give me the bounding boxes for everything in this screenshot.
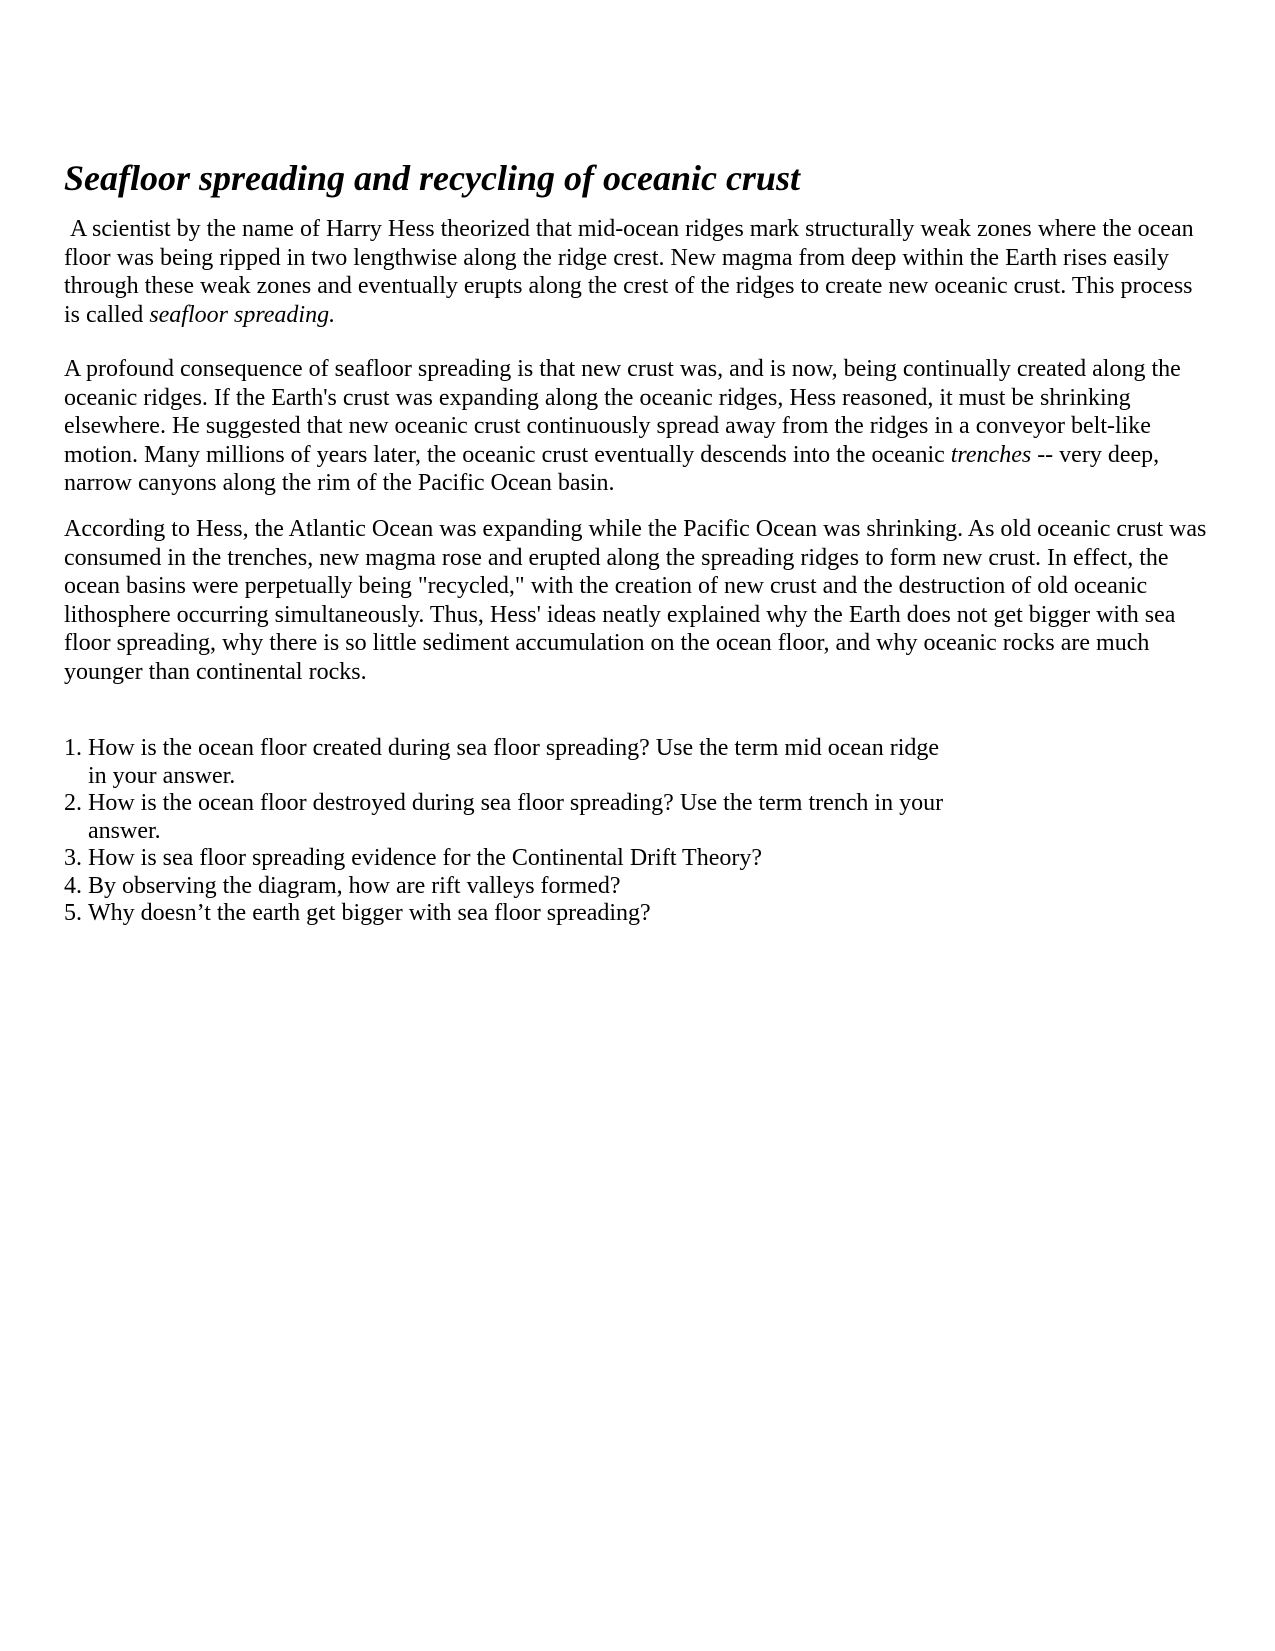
question-number: 2. — [64, 790, 82, 816]
question-text: By observing the diagram, how are rift valleys formed? — [88, 872, 621, 899]
document-title: Seafloor spreading and recycling of oceanic crust — [64, 158, 800, 198]
question-item — [64, 873, 944, 901]
question-number: 4. — [64, 872, 82, 899]
emphasis-trenches: trenches — [950, 441, 1032, 468]
question-number: 5. — [64, 900, 82, 926]
question-text: How is the ocean floor destroyed during sea floor spreading? Use the term trench in your answer. — [88, 790, 944, 844]
paragraph-profound-consequence — [64, 355, 1214, 498]
question-item — [64, 790, 944, 845]
question-number: 3. — [64, 845, 82, 871]
paragraph-text: A scientist by the name of Harry Hess theorized that mid-ocean ridges mark structurally weak zones where the ocean floor was being ripped in two lengthwise along the ridge crest. New magma from deep within the Earth rises easily through these weak zones and eventually erupts along the crest of the ridges to create new oceanic crust. This process is called — [64, 216, 1200, 328]
emphasis-seafloor-spreading: seafloor spreading. — [149, 301, 336, 328]
question-text: Why doesn’t the earth get bigger with sea floor spreading? — [88, 900, 651, 926]
paragraph-text-after: -- very deep, narrow canyons along the rim of the Pacific Ocean basin. — [64, 441, 1166, 496]
paragraph-harry-hess — [64, 215, 1214, 329]
question-number: 1. — [64, 735, 82, 761]
question-item — [64, 900, 944, 928]
question-list — [64, 735, 944, 928]
paragraph-text-before: A profound consequence of seafloor spreading is that new crust was, and is now, being continually created along the oceanic ridges. If the Earth's crust was expanding along the oceanic ridges, Hess reasoned, it must be shrinking elsewhere. He suggested that new oceanic crust continuously spread away from the ridges in a conveyor belt-like motion. Many millions of years later, the oceanic crust eventually descends into the oceanic — [64, 356, 1187, 468]
question-text: How is sea floor spreading evidence for the Continental Drift Theory? — [88, 845, 763, 871]
paragraph-text: According to Hess, the Atlantic Ocean was expanding while the Pacific Ocean was shrinking. As old oceanic crust was consumed in the trenches, new magma rose and erupted along the spreading ridges to form new crust. In effect, the ocean basins were perpetually being "recycled," with the creation of new crust and the destruction of old oceanic lithosphere occurring simultaneously. Thus, Hess' ideas neatly explained why the Earth does not get bigger with sea floor spreading, why there is so little sediment accumulation on the ocean floor, and why oceanic rocks are much younger than continental rocks. — [64, 516, 1207, 685]
paragraph-atlantic-pacific — [64, 515, 1214, 686]
question-item — [64, 735, 944, 790]
question-item — [64, 845, 944, 873]
question-text: How is the ocean floor created during sea floor spreading? Use the term mid ocean ridge in your answer. — [88, 735, 940, 789]
